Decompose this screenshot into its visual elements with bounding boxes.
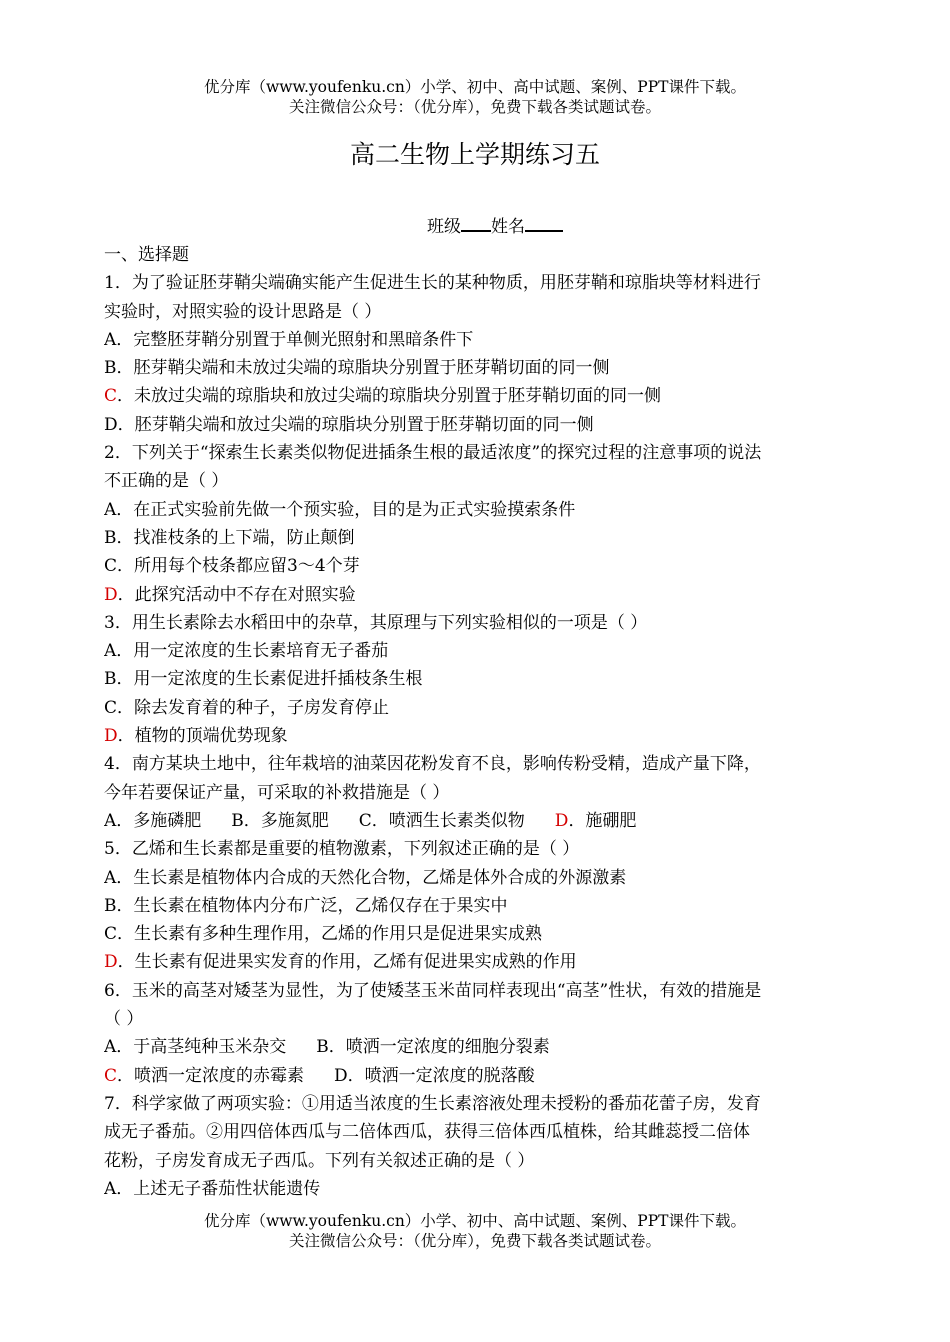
question-content — [104, 241, 849, 1203]
q1-option-a: A．完整胚芽鞘分别置于单侧光照射和黑暗条件下 — [104, 329, 474, 350]
q5-option-d-text: ．生长素有促进果实发育的作用，乙烯有促进果实成熟的作用 — [117, 952, 577, 973]
q5-answer-letter: D — [104, 952, 118, 973]
name-label: 姓名 — [491, 217, 525, 237]
q6-answer-letter: C — [104, 1065, 118, 1086]
q3-answer-letter: D — [104, 726, 118, 747]
q6-option-c-text: ．喷洒一定浓度的赤霉素 — [117, 1065, 305, 1086]
q7-stem-2: 成无子番茄。②用四倍体西瓜与二倍体西瓜，获得三倍体西瓜植株，给其雌蕊授二倍体 — [104, 1122, 750, 1143]
header-line-1: 优分库（www.youfenku.cn）小学、初中、高中试题、案例、PPT课件下载。 — [203, 78, 747, 96]
q1-option-c — [104, 382, 849, 410]
footer-line-1: 优分库（www.youfenku.cn）小学、初中、高中试题、案例、PPT课件下载。 — [203, 1212, 747, 1230]
q3-option-a: A．用一定浓度的生长素培育无子番茄 — [104, 641, 389, 662]
page-header — [0, 77, 950, 117]
q6-stem-2: （ ） — [104, 1009, 144, 1030]
q5-option-a: A．生长素是植物体内合成的天然化合物，乙烯是体外合成的外源激素 — [104, 867, 627, 888]
q4-options — [104, 807, 849, 835]
page-title: 高二生物上学期练习五 — [349, 140, 600, 169]
q7-stem-3: 花粉，子房发育成无子西瓜。下列有关叙述正确的是（ ） — [104, 1150, 535, 1171]
name-blank — [525, 213, 563, 232]
class-name-line — [0, 213, 950, 239]
q4-answer-letter: D — [554, 810, 569, 831]
q6-option-d: D．喷洒一定浓度的脱落酸 — [334, 1065, 535, 1086]
q5-option-d — [104, 948, 849, 976]
q7-option-a: A．上述无子番茄性状能遗传 — [104, 1178, 321, 1199]
q2-answer-letter: D — [104, 584, 118, 605]
q1-answer-letter: C — [104, 386, 118, 407]
q3-stem: 3．用生长素除去水稻田中的杂草，其原理与下列实验相似的一项是（ ） — [104, 612, 648, 633]
q4-option-d-text: ．施硼肥 — [568, 810, 637, 831]
q6-options-cd — [104, 1062, 849, 1090]
q1-stem-1: 1．为了验证胚芽鞘尖端确实能产生促进生长的某种物质，用胚芽鞘和琼脂块等材料进行 — [104, 273, 761, 294]
q6-option-b: B．喷洒一定浓度的细胞分裂素 — [316, 1037, 550, 1058]
q3-option-d-text: ．植物的顶端优势现象 — [117, 726, 288, 747]
footer-line-2: 关注微信公众号：（优分库），免费下载各类试题试卷。 — [288, 1232, 661, 1250]
q1-option-c-text: ．未放过尖端的琼脂块和放过尖端的琼脂块分别置于胚芽鞘切面的同一侧 — [117, 386, 662, 407]
q5-option-c: C．生长素有多种生理作用，乙烯的作用只是促进果实成熟 — [104, 924, 543, 945]
q3-option-d — [104, 722, 849, 750]
q2-option-b: B．找准枝条的上下端，防止颠倒 — [104, 527, 355, 548]
q4-stem-2: 今年若要保证产量，可采取的补救措施是（ ） — [104, 782, 450, 803]
q4-option-c: C．喷洒生长素类似物 — [358, 810, 525, 831]
q4-option-a: A．多施磷肥 — [104, 810, 202, 831]
q5-option-b: B．生长素在植物体内分布广泛，乙烯仅存在于果实中 — [104, 895, 508, 916]
q6-options-ab — [104, 1033, 849, 1061]
q2-stem-2: 不正确的是（ ） — [104, 471, 229, 492]
q2-option-d-text: ．此探究活动中不存在对照实验 — [117, 584, 356, 605]
q1-stem-2: 实验时，对照实验的设计思路是（ ） — [104, 301, 382, 322]
header-line-2: 关注微信公众号：（优分库），免费下载各类试题试卷。 — [288, 98, 661, 116]
q1-option-b: B．胚芽鞘尖端和未放过尖端的琼脂块分别置于胚芽鞘切面的同一侧 — [104, 358, 610, 379]
section-heading: 一、选择题 — [104, 245, 189, 265]
q2-option-c: C．所用每个枝条都应留3～4个芽 — [104, 556, 360, 577]
q3-option-c: C．除去发育着的种子，子房发育停止 — [104, 697, 390, 718]
q2-option-d — [104, 581, 849, 609]
q2-option-a: A．在正式实验前先做一个预实验，目的是为正式实验摸索条件 — [104, 499, 576, 520]
q7-stem-1: 7．科学家做了两项实验：①用适当浓度的生长素溶液处理未授粉的番茄花蕾子房，发育 — [104, 1093, 761, 1114]
q5-stem: 5．乙烯和生长素都是重要的植物激素，下列叙述正确的是（ ） — [104, 839, 580, 860]
q4-stem-1: 4．南方某块土地中，往年栽培的油菜因花粉发育不良，影响传粉受精，造成产量下降， — [104, 754, 761, 775]
class-blank — [461, 213, 491, 232]
q3-option-b: B．用一定浓度的生长素促进扦插枝条生根 — [104, 669, 423, 690]
q1-option-d: D．胚芽鞘尖端和放过尖端的琼脂块分别置于胚芽鞘切面的同一侧 — [104, 414, 594, 435]
q2-stem-1: 2．下列关于“探索生长素类似物促进插条生根的最适浓度”的探究过程的注意事项的说法 — [104, 443, 762, 464]
q4-option-b: B．多施氮肥 — [231, 810, 329, 831]
q6-option-a: A．于高茎纯种玉米杂交 — [104, 1037, 287, 1058]
q6-stem-1: 6．玉米的高茎对矮茎为显性，为了使矮茎玉米苗同样表现出“高茎”性状，有效的措施是 — [104, 980, 762, 1001]
class-label: 班级 — [427, 217, 461, 237]
page-footer — [0, 1211, 950, 1251]
